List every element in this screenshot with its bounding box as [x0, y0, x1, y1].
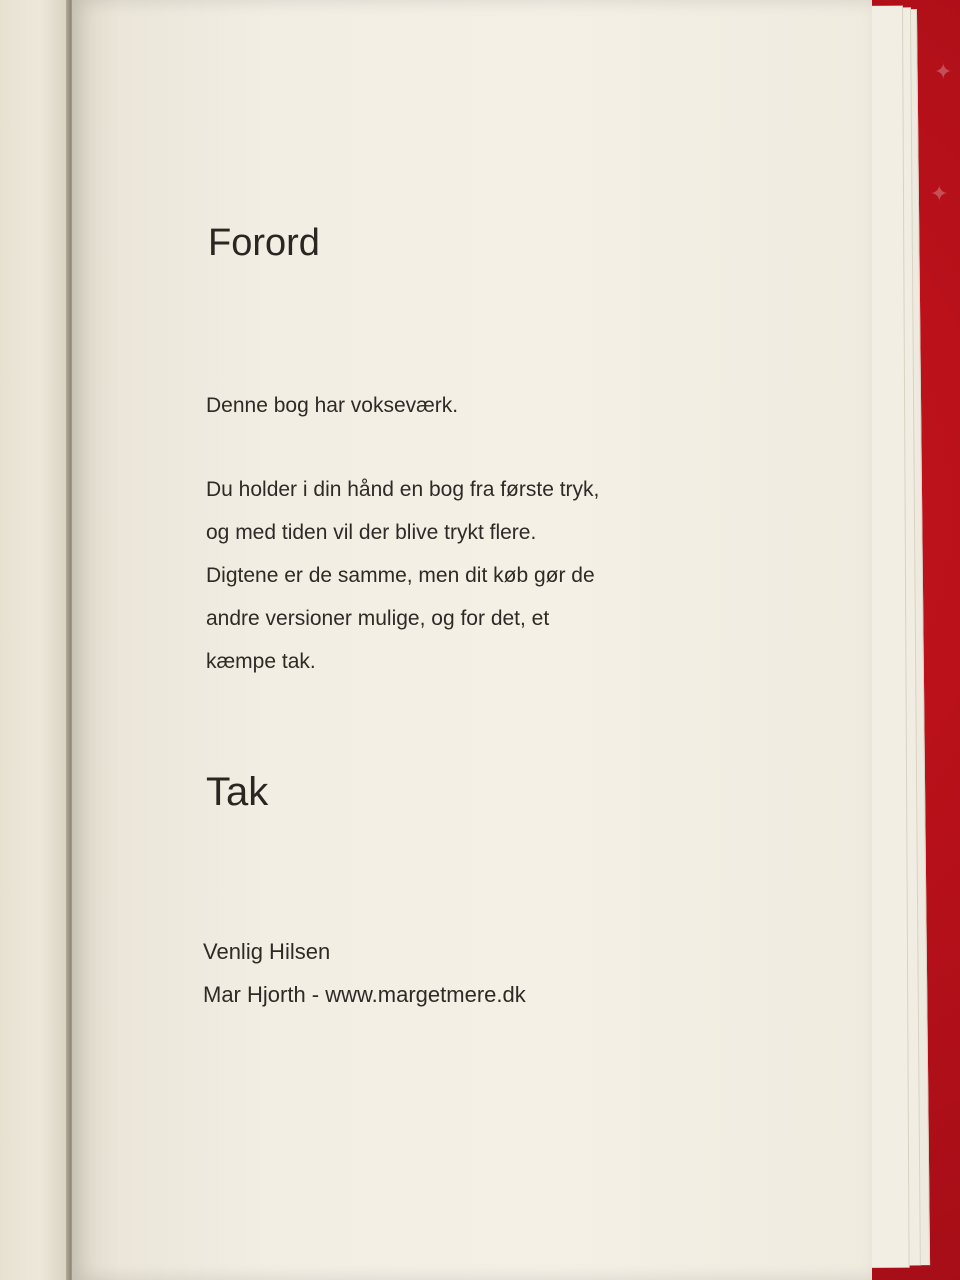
- greeting: Venlig Hilsen: [203, 939, 331, 964]
- paragraph-line: Digtene er de samme, men dit køb gør de: [206, 564, 595, 587]
- foreword-paragraph: [206, 468, 599, 683]
- foreword-intro: Denne bog har vokseværk.: [206, 394, 459, 417]
- paragraph-line: kæmpe tak.: [206, 650, 316, 673]
- page-content: [72, 0, 872, 1280]
- paragraph-line: og med tiden vil der blive trykt flere.: [206, 521, 537, 544]
- paragraph-line: andre versioner mulige, og for det, et: [206, 607, 550, 630]
- author-signature: Mar Hjorth - www.margetmere.dk: [203, 982, 526, 1007]
- left-facing-page: [0, 0, 72, 1280]
- foreword-title: Forord: [208, 222, 320, 264]
- paragraph-line: Du holder i din hånd en bog fra første tryk,: [206, 478, 600, 501]
- book-page: [72, 0, 872, 1280]
- star-decoration-icon: ✦: [930, 182, 949, 207]
- star-decoration-icon: ✦: [934, 60, 953, 85]
- signature-block: [203, 930, 526, 1016]
- thanks-title: Tak: [206, 770, 269, 814]
